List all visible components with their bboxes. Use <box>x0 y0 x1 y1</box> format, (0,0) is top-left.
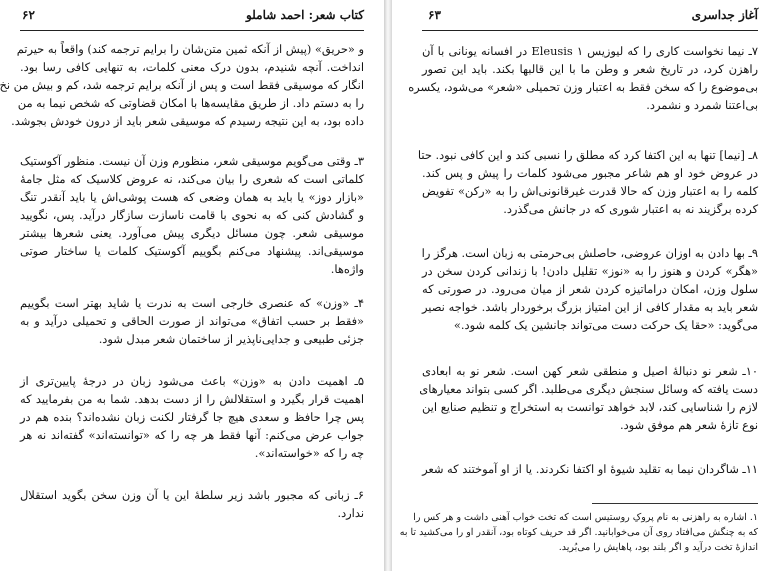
paragraph-7 <box>408 42 759 114</box>
text-line: بی‌موضوع را که سخن فقط به اعتبار وزن تحمیلی «شعر» می‌شود، یکسره <box>408 80 758 94</box>
text-line: ۸ـ [نیما] تنها به این اکتفا کرد که مطلق را نسبی کند و این کافی نبود. حتا <box>417 148 758 162</box>
text-line: پس چرا حافظ و سعدی هیچ جا گرفتار لکنت زبان نشده‌اند؟ بنده هم در <box>20 410 364 424</box>
book-title: کتاب شعر: احمد شاملو <box>245 8 364 22</box>
text-line: نوع تازهٔ شعر هم موفق شود. <box>619 418 758 432</box>
paragraph-8 <box>417 146 758 218</box>
text-line: جواب عرض می‌کنم: آنها فقط هر چه را که «توانسته‌اند» گفته‌اند نه هر <box>20 428 364 442</box>
text-line: «بازار دوز» یا باید به همان وضعی که هست پوشی‌اش یا باید آنقدر تنگ <box>20 190 364 204</box>
page-number-left: ۶۲ <box>22 8 35 22</box>
text-line: ۴ـ «وزن» که عنصری خارجی است به ندرت یا شاید بهتر است بگوییم <box>20 296 364 310</box>
paragraph-3 <box>20 152 364 278</box>
text-line: ۱۰ـ شعر نو دنبالهٔ اصیل و منطقی شعر کهن است. شعر نو به ابعادی <box>422 364 758 378</box>
text-line: انگار که موسیقی فقط است و پس از آنکه برایم ترجمه شد، کم و بیش من نخ <box>0 78 364 92</box>
text-line: ۵ـ اهمیت دادن به «وزن» باعث می‌شود زبان در درجهٔ پایین‌تری از <box>20 374 364 388</box>
text-line: شعر باید به مقدار کافی از این امتیاز بزرگ برخوردار باشد. خواجه نصیر <box>422 300 758 314</box>
text-line: کلمه را به اعتبار وزن که حالا قدرت غیرقانونی‌اش را به «رکن» تفویض <box>422 184 758 198</box>
text-line: انداخت. آنچه شنیدم، بدون درک معنی کلمات، به تنهایی کافی رسا بود. <box>20 60 364 74</box>
footnote-rule <box>592 503 758 504</box>
text-line: جزئی طبیعی و جدایی‌ناپذیر از ساختمان شعر مبدل شود. <box>98 332 364 346</box>
text-line: و گشادش کنی که به نحوی با قامت ناسازت سازگار درآید. پس، نگویید <box>20 208 364 222</box>
text-line: موسیقی‌اند. پیشنهاد می‌کنم بگوییم آکوستیک کلمات یا ساختار صوتی <box>20 244 364 258</box>
text-line: که به چنگش می‌افتاد روی آن می‌خوابانید. اگر قد حریف کوتاه بود، آنقدر او را می‌کشید تا به <box>399 527 758 538</box>
text-line: چه را که «خواسته‌اند». <box>254 446 364 460</box>
paragraph-11 <box>422 460 758 478</box>
left-page <box>0 0 384 571</box>
text-line: «فقط بر حسب اتفاق» می‌تواند از صورت الحاقی و تحمیلی درآید و به <box>20 314 364 328</box>
header-rule <box>20 30 364 31</box>
text-line: سلول وزن، امکان دراماتیزه کردن شعر از میان می‌رود. در صورتی که <box>422 282 758 296</box>
paragraph-2-continued <box>0 40 364 130</box>
text-line: بی‌اعتنا شمرد و نشمرد. <box>646 98 758 112</box>
paragraph-4 <box>20 294 364 348</box>
text-line: ۹ـ بها دادن به اوزان عروضی، حاصلش بی‌حرمتی به زبان است. هرگز را <box>421 246 758 260</box>
footnote <box>399 510 758 555</box>
text-line: می‌گوید: «حقا یک حرکت دست می‌تواند جانشین یک کلمه شود.» <box>453 318 758 332</box>
paragraph-6 <box>20 486 364 522</box>
text-line: اندازهٔ تخت درآید و اگر بلند بود، پاهایش را می‌بُرید. <box>558 542 758 553</box>
right-page <box>392 0 782 571</box>
text-line: «هگر» کردن و هنوز را به «نوز» تقلیل دادن! با زندانی کردن سخن در <box>422 264 758 278</box>
text-line: ۳ـ وقتی می‌گویم موسیقی شعر، منظورم وزن آن نیست. منظور آکوستیک <box>20 154 364 168</box>
right-page-header <box>392 8 782 26</box>
text-line: داده بود، به این نتیجه رسیدم که موسیقی شعر باید از درون خودش بجوشد. <box>11 114 364 128</box>
text-line: کرده برگزیند نه به اعتبار شوری که در جانش می‌گذرد. <box>503 202 758 216</box>
left-page-header <box>0 8 384 26</box>
paragraph-10 <box>419 362 758 434</box>
text-line: راهزن کرد، در تاریخ شعر و وطن ما با این قالبها بکند. باید این تصور <box>422 62 758 76</box>
text-line: ۶ـ زبانی که مجبور باشد زیر سلطهٔ این یا آن وزن سخن بگوید استقلال <box>20 488 364 502</box>
text-line: اهمیت قرار بگیرد و استقلالش را از دست بدهد. شما به من بفرمایید که <box>20 392 364 406</box>
chapter-title: آغاز جداسری <box>691 8 758 22</box>
paragraph-9 <box>422 244 758 334</box>
text-line: دست یافته که وسائل سنجش دیگری می‌طلبد. اگر کسی بتواند معیارهای <box>419 382 758 396</box>
book-gutter <box>384 0 392 571</box>
text-line: ندارد. <box>337 506 364 520</box>
text-line: ۱. اشاره به راهزنی به نام پروکِ روستیس است که تخت خواب آهنی داشت و هر کس را <box>413 512 758 523</box>
text-line: ۱۱ـ شاگردان نیما به تقلید شیوهٔ او اکتفا نکردند. یا از او آموختند که شعر <box>422 462 758 476</box>
text-line: ۷ـ نیما نخواست کاری را که لیوزیس Eleusis ۱ در افسانه یونانی با آن <box>422 44 759 58</box>
text-line: را به دستم داد. از طریق مقایسه‌ها با امکان قضاوتی که شخص نیما به من <box>17 96 364 110</box>
text-line: در عروض خود او هم شاعر مجبور می‌شود کلمات را پیش و پس کند. <box>422 166 758 180</box>
text-line: لازم را شناسایی کند، لابد خواهد توانست به استخراج و تنظیم صنایع این <box>422 400 758 414</box>
header-rule <box>422 30 758 31</box>
text-line: و «حریق» (پیش از آنکه ثمین متن‌شان را برایم ترجمه کند) واقعاً به حیرتم <box>16 42 364 56</box>
paragraph-5 <box>20 372 364 462</box>
page-number-right: ۶۳ <box>428 8 441 22</box>
text-line: موسیقی شعر. چون مسائل دیگری پیش می‌آورد. یعنی شعرها بیشتر <box>20 226 364 240</box>
text-line: واژه‌ها. <box>330 262 364 276</box>
text-line: کلماتی است که شعری را بیان می‌کند، نه عروض کلاسیک که مثل جامهٔ <box>20 172 364 186</box>
